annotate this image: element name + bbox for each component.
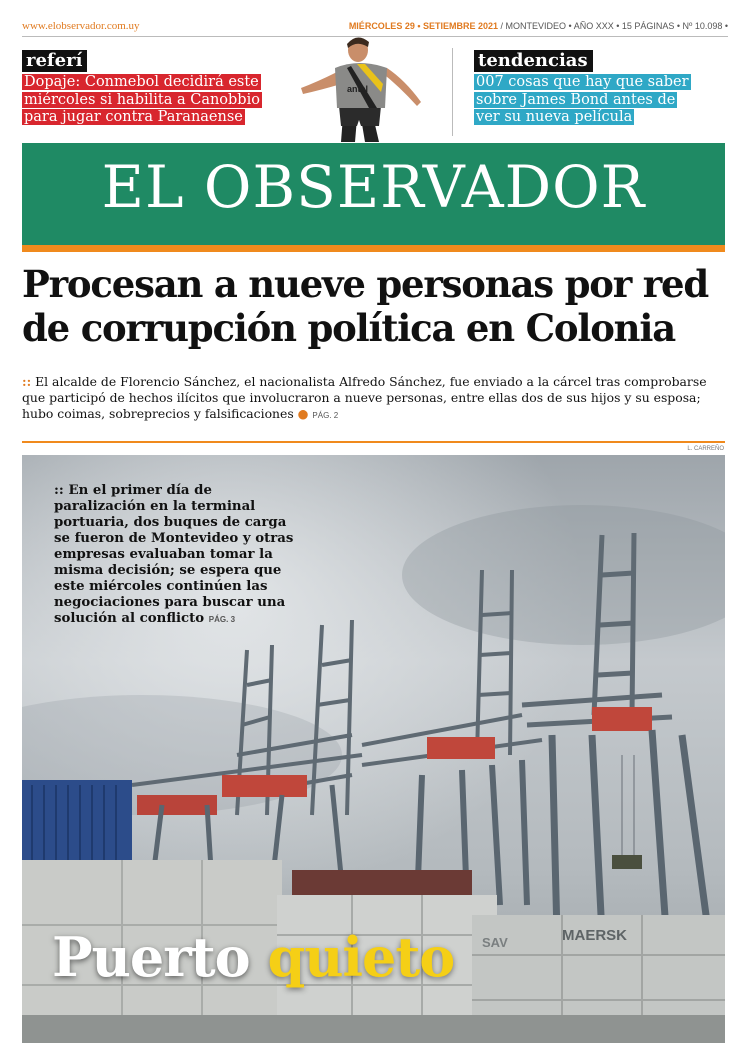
masthead-orange-bar — [22, 245, 725, 252]
bullet-icon: :: — [54, 483, 64, 498]
teaser-line: 007 cosas que hay que saber — [476, 74, 689, 90]
teaser-line: para jugar contra Paranaense — [24, 109, 243, 125]
masthead — [22, 143, 725, 245]
teaser-referi[interactable] — [22, 50, 292, 127]
photo-headline[interactable] — [52, 925, 454, 989]
newspaper-name: EL OBSERVADOR — [101, 153, 646, 221]
teaser-headline-referi — [22, 74, 292, 127]
lead-summary-text: El alcalde de Florencio Sánchez, el nacionalista Alfredo Sánchez, fue enviado a la cárcel tras comprobarse que participó de hechos ilícitos que involucraron a nueve personas, entre ellas dos de sus hijos y su esposa; hubo coimas, sobreprecios y falsificaciones — [22, 374, 707, 421]
football-player-photo — [295, 30, 425, 142]
photo-headline-word-yellow: quieto — [267, 925, 455, 989]
issue-date: MIÉRCOLES 29 • SETIEMBRE 2021 — [348, 21, 499, 31]
port-photo — [22, 455, 725, 1043]
lead-headline[interactable] — [22, 262, 732, 350]
teaser-tendencias[interactable] — [474, 50, 734, 127]
photo-headline-word-white: Puerto — [52, 925, 250, 989]
container-label: MAERSK — [562, 927, 628, 944]
teaser-headline-tendencias — [474, 74, 734, 127]
page-ref-dot-icon: ● — [297, 406, 309, 421]
bullet-icon: :: — [22, 374, 32, 389]
lead-page-ref[interactable]: PÁG. 2 — [312, 411, 339, 420]
teaser-tag-tendencias: tendencias — [474, 50, 593, 72]
photo-page-ref[interactable]: PÁG. 3 — [208, 615, 236, 624]
photo-caption-text: En el primer día de paralización en la terminal portuaria, dos buques de carga se fueron de Montevideo y otras empresas evaluaban tomar la misma decisión; se espera que este miércoles continúen las negociaciones para buscar una solución al conflicto — [54, 483, 294, 626]
shirt-sponsor: antel — [347, 84, 369, 94]
teaser-line: Dopaje: Conmebol decidirá este — [24, 74, 259, 90]
lead-summary — [22, 374, 712, 424]
lead-headline-line: de corrupción política en Colonia — [22, 306, 676, 350]
site-url[interactable]: www.elobservador.com.uy — [22, 20, 140, 32]
teaser-line: sobre James Bond antes de — [476, 91, 676, 108]
container-label: SAV — [482, 935, 508, 950]
teaser-tag-referi: referí — [22, 50, 87, 72]
issue-edition: / MONTEVIDEO • AÑO XXX • 15 PÁGINAS • Nº 10.098 • — [500, 21, 728, 31]
lead-headline-line: Procesan a nueve personas por red — [22, 262, 709, 306]
teaser-line: ver su nueva película — [476, 109, 633, 125]
photo-credit: L. CARREÑO — [687, 446, 724, 452]
teaser-line: miércoles si habilita a Canobbio — [24, 91, 260, 108]
photo-caption — [54, 483, 304, 628]
teaser-divider — [452, 48, 453, 136]
section-separator — [22, 441, 725, 443]
